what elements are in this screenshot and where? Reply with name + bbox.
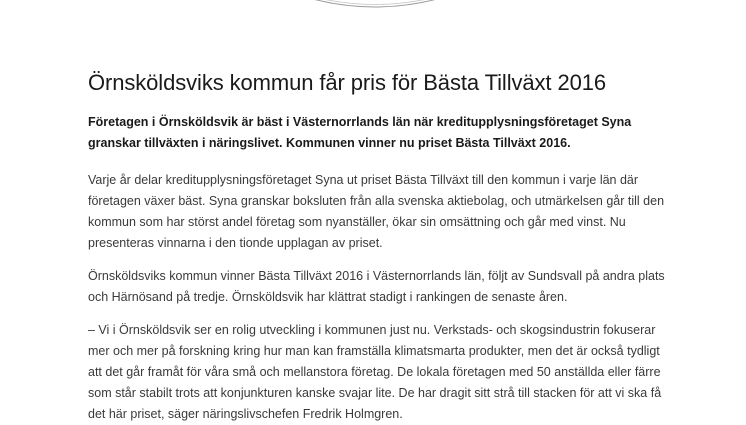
- seal-logo-arc: [300, 0, 450, 8]
- body-paragraph-1: Varje år delar kreditupplysningsföretaget Syna ut priset Bästa Tillväxt till den kommun i varje län där företagen växer bäst. Syna granskar boksluten från alla svenska aktiebolag, och utmärkelsen går till den kommun som har störst andel företag som nyanställer, ökar sin omsättning och går med vinst. Nu presenteras vinnarna i den tionde upplagan av priset.: [88, 173, 665, 250]
- body-paragraph-2: Örnsköldsviks kommun vinner Bästa Tillväxt 2016 i Västernorrlands län, följt av Sundsvall på andra plats och Härnösand på tredje. Örnsköldsvik har klättrat stadigt i rankingen de senaste åren.: [88, 269, 665, 304]
- lede-paragraph: Företagen i Örnsköldsvik är bäst i Västernorrlands län när kreditupplysningsföretaget Syna granskar tillväxten i näringslivet. Kommunen vinner nu priset Bästa Tillväxt 2016.: [88, 115, 632, 150]
- page-title: Örnsköldsviks kommun får pris för Bästa Tillväxt 2016: [88, 70, 606, 95]
- body-paragraph-3: – Vi i Örnsköldsvik ser en rolig utveckling i kommunen just nu. Verkstads- och skogsindustrin fokuserar mer och mer på forskning kring hur man kan framställa klimatsmarta produkter, men det är också tydligt att det går framåt för våra små och mellanstora företag. De lokala företagen med 50 anställda eller färre som står stabilt trots att konjunkturen kanske svajar lite. De har dragit sitt strå till stacken för att vi ska få det här priset, säger näringslivschefen Fredrik Holmgren.: [88, 323, 662, 421]
